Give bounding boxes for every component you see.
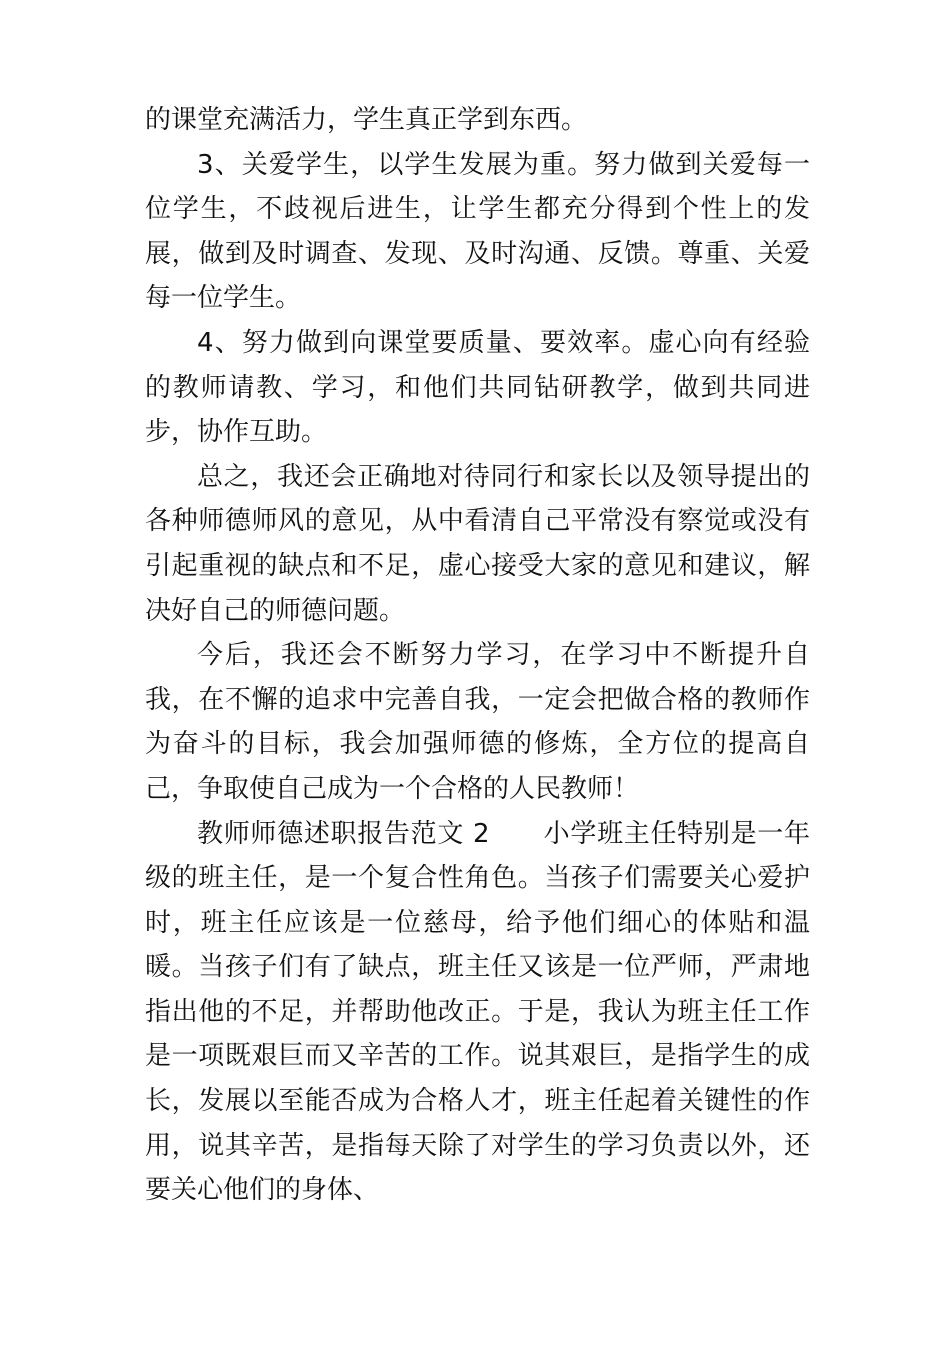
paragraph-5: 今后，我还会不断努力学习，在学习中不断提升自我，在不懈的追求中完善自我，一定会把做合格的教师作为奋斗的目标，我会加强师德的修炼，全方位的提高自己，争取使自己成为一个合格的人民教师！ (145, 640, 810, 804)
paragraph-3: 4、努力做到向课堂要质量、要效率。虚心向有经验的教师请教、学习，和他们共同钻研教学，做到共同进步，协作互助。 (145, 327, 810, 448)
paragraph-6: 教师师德述职报告范文 2 小学班主任特别是一年级的班主任，是一个复合性角色。当孩子们需要关心爱护时，班主任应该是一位慈母，给予他们细心的体贴和温暖。当孩子们有了缺点，班主任又该是一位严师，严肃地指出他的不足，并帮助他改正。于是，我认为班主任工作是一项既艰巨而又辛苦的工作。说其艰巨，是指学生的成长，发展以至能否成为合格人才，班主任起着关键性的作用，说其辛苦，是指每天除了对学生的学习负责以外，还要关心他们的身体、 (145, 818, 810, 1206)
document-body (145, 98, 810, 1213)
paragraph-2: 3、关爱学生，以学生发展为重。努力做到关爱每一位学生，不歧视后进生，让学生都充分得到个性上的发展，做到及时调查、发现、及时沟通、反馈。尊重、关爱每一位学生。 (145, 149, 810, 314)
paragraph-1: 的课堂充满活力，学生真正学到东西。 (145, 105, 588, 135)
paragraph-4: 总之，我还会正确地对待同行和家长以及领导提出的各种师德师风的意见，从中看清自己平常没有察觉或没有引起重视的缺点和不足，虚心接受大家的意见和建议，解决好自己的师德问题。 (145, 461, 810, 626)
